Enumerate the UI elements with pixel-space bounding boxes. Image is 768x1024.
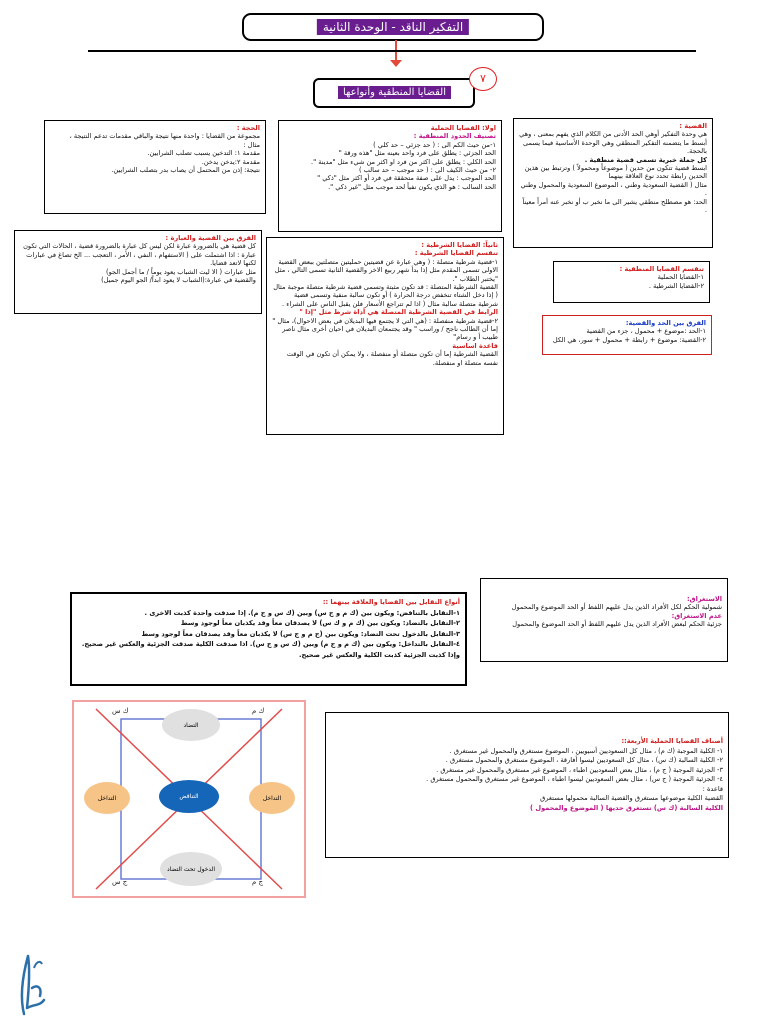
- qadiyya-ibara-example-2: والقضية في عبارة:(الشباب لا يعود ابداً/ الجو اليوم جميل): [101, 276, 256, 285]
- qadiyya-ibara-box: [14, 230, 262, 314]
- difference-heading: الفرق بين الحد والقضية:: [625, 319, 706, 327]
- taqabul-heading: أنواع التقابل بين القضايا والعلاقة بينهما ::: [322, 598, 460, 606]
- hamliya-heading: اولا: القضايا الحملية: [430, 124, 496, 132]
- shartiya-link: الرابط في القضية الشرطية المتصلة هي أداة شرط مثل "إذا ": [299, 308, 498, 317]
- qadiyya-ibara-heading: الفرق بين القضية والعبارة :: [165, 234, 256, 242]
- taqabul-box: [70, 592, 467, 686]
- had-definition: الحد: هو مصطلح منطقي يشير الى ما نخبر ب أو نخبر عنه أمراً معيناً .: [522, 197, 707, 215]
- section-title: القضايا المنطقية وأنواعها: [338, 86, 451, 99]
- corner-bottom-right: ج م: [252, 878, 264, 886]
- hamliya-line-4: ٢- من حيث الكيف الى : ( حد موجب – حد سالب ): [358, 166, 496, 175]
- asnaf-line-1: ١- الكلية الموجبة (ك م) ، مثال كل السعوديين أسيويين ، الموضوع مستغرق والمحمول غير مستغرق .: [449, 746, 723, 755]
- difference-line-2: ٢-القضية: موضوع + رابطة + محمول + سور، هي الكل: [552, 335, 706, 344]
- ellipse-dukhul: الدخول تحت التضاد: [160, 852, 222, 886]
- hujja-heading: الحجة :: [236, 124, 260, 132]
- page-number-badge: ٧: [469, 67, 497, 91]
- ellipse-tadakhul-right: التداخل: [249, 782, 295, 814]
- unit-title-box: [242, 13, 544, 41]
- shartiya-subheading: تنقسم القضايا الشرطية :: [414, 249, 498, 258]
- istighraq-definition: شمولية الحكم لكل الأفراد الذين يدل عليهم اللفظ أو الحد الموضوع والمحمول: [511, 603, 722, 612]
- divisions-box: [553, 261, 710, 303]
- qadiyya-ibara-text: كل قضية هي بالضرورة عبارة لكن ليس كل عبارة بالضرورة قضية ، الحالات التي تكون عبارة : اذا اشتملت على ( الاستفهام ، النفي ، الأمر ، التعجب ... الخ تصاغ في عبارات لكنها لاتعد قضايا.: [23, 242, 256, 268]
- hamliya-box: [278, 120, 502, 232]
- asnaf-rule-1: القضية الكلية موضوعها مستغرق والقضية السالبة محمولها مستغرق: [540, 794, 723, 802]
- difference-box: [542, 315, 712, 355]
- shartiya-muttasila: ١-قضية شرطية متصلة : ( وهي عبارة عن قضيتين حمليتين متصلتين ببعض القضية الاولى تسمى المقدم مثل إذا بدأ شهر ربيع الاخر والقضية الثانية تسمى التالي ، مثل "يختبر الطلاب ".: [274, 257, 498, 283]
- asnaf-rule-2: الكلية السالبة (ك س) تستغرق حديها ( الموضوع والمحمول ): [530, 803, 723, 812]
- arrow-down-icon: [390, 60, 402, 67]
- ellipse-tadad: التضاد: [162, 709, 220, 741]
- asnaf-rule-title: قاعدة :: [702, 784, 723, 793]
- hamliya-line-6: الحد السالب : هو الذي يكون نفياً لحد موجب مثل "غير ذكي ".: [328, 182, 496, 191]
- hamliya-line-2: الحد الجزئي : يطلق على فرد واحد بعينه مثل "هذه ورقة ": [338, 149, 496, 158]
- qadiyya-definition: هي وحدة التفكير أوهي الحد الأدنى من الكلام الذي يفهم بمعنى ، وهي أبسط ما يتضمنه التفكير المنطقي وهي الوحدة الأساسية فيما يسمى بالحجة.: [519, 130, 707, 156]
- corner-top-left: ك س: [112, 707, 129, 715]
- adam-istighraq-definition: جزئية الحكم لبعض الأفراد الذين يدل عليهم اللفظ أو الحد الموضوع والمحمول: [512, 620, 722, 629]
- asnaf-line-2: ٢- الكلية السالبة (ك س) ، مثال كل السعوديين ليسوا أفارقة ، الموضوع مستغرق والمحمول مستغرق .: [445, 756, 723, 764]
- corner-bottom-left: ج س: [112, 878, 128, 886]
- shartiya-rule-title: قاعدة اساسية: [452, 341, 498, 350]
- asnaf-heading: أصناف القضايا الحملية الأربعة::: [621, 737, 723, 745]
- hujja-premise-1: مقدمة ١: التدخين يسبب تصلب الشرايين.: [147, 149, 260, 158]
- shartiya-muttasila-types: القضية الشرطية المتصلة : قد تكون مثبتة وتسمى قضية شرطية متصلة موجبة مثال ( إذا دخل الشتاء تنخفض درجة الحرارة ) أو تكون سالبة منفية وتسمى قضية شرطية متصلة سالبة مثال ( اذا لم تتراجع الأسعار فلن يقبل الناس على الشراء .: [273, 283, 498, 308]
- taqabul-line-4: ٤-التقابل بالتداخل: ويكون بين (ك م و ج م) وبين (ك س و ج س). اذا صدقت الكلية صدقت الجزئية والعكس غير صحيح. وإذا كذبت الجزئية كذبت الكلية والعكس غير صحيح.: [81, 640, 460, 659]
- hujja-conclusion: نتيجة: إذن من المحتمل أن يصاب بدر بتصلب الشرايين.: [111, 166, 260, 175]
- shartiya-munfasila: ٢-قضية شرطية منفصلة : (هي التي لا يجتمع فيها البديلان في بعض الاحوال)، مثال " إما أن الطالب ناجح / وراسب " وقد يجتمعان البديلان في احيان أخرى مثال ناصر طبيب أ و رسام": [272, 316, 498, 342]
- taqabul-line-2: ٢-التقابل بالتضاد: ويكون بين (ك م و ك س) لا يصدقان معاً وقد يكذبان معاً لوجود وسط: [180, 619, 460, 627]
- istighraq-box: [480, 578, 728, 662]
- asnaf-box: [325, 712, 729, 858]
- signature-logo-icon: [14, 948, 54, 1018]
- header-divider: [88, 50, 696, 52]
- hujja-premise-2: مقدمة ٢:يدخن يدخن.: [201, 157, 260, 166]
- hamliya-subheading: تصنيف الحدود المنطقية :: [413, 132, 496, 141]
- qadiyya-structure: ابسط قضية تتكون من حدين ( موضوعاً ومحمولاً ) وترتبط بين هذين الحدين رابطة تحدد نوع العلاقة بينهما: [524, 164, 707, 181]
- unit-title: التفكير الناقد - الوحدة الثانية: [317, 19, 469, 35]
- asnaf-line-4: ٤- الجزئية الموجبة ( ج س) ، مثال بعض السعوديين ليسوا اطباء ، الموضوع غير مستغرق والمحمول مستغرق .: [426, 775, 723, 783]
- taqabul-line-1: ١-التقابل بالتناقض: ويكون بين (ك م و ج س) وبين (ك س و ج م). إذا صدقت واحدة كذبت الاخرى .: [144, 608, 460, 617]
- hujja-definition: مجموعة من القضايا : واحدة منها نتيجة والباقي مقدمات تدعم النتيجة ،: [69, 132, 260, 141]
- hujja-box: [44, 120, 266, 214]
- shartiya-heading: ثانياً: القضايا الشرطية :: [421, 241, 498, 249]
- ellipse-tanaqud: التناقض: [159, 780, 219, 813]
- qadiyya-ibara-example-1: مثل عبارات ( الا ليت الشباب يعود يوماً / ما أجمل الجو): [106, 267, 256, 276]
- hamliya-line-1: ١-من حيث الكم الى : ( حد جزئي – حد كلي ): [373, 140, 496, 149]
- qadiyya-example: مثال ( القضية السعودية وطني ، الموضوع السعودية والمحمول وطني .: [520, 180, 707, 198]
- divisions-heading: تنقسم القضايا المنطقية :: [619, 265, 704, 273]
- asnaf-line-3: ٣- الجزئية الموجبة ( ج م) ، مثال بعض السعوديين اطباء ، الموضوع غير مستغرق والمحمول غير مستغرق .: [436, 765, 723, 774]
- hujja-example-label: مثال :: [243, 140, 260, 149]
- istighraq-heading: الاستغراق:: [687, 595, 722, 603]
- qadiyya-heading: القضية :: [679, 122, 707, 130]
- taqabul-line-3: ٣-التقابل بالدخول تحت التضاد: ويكون بين (ج م و ج س) لا يكذبان معاً وقد يصدقان معاً لوجود وسط: [141, 629, 460, 638]
- hamliya-line-3: الحد الكلي : يطلق على اكثر من فرد او اكثر من شيء مثل "مدينة ".: [310, 157, 496, 166]
- square-of-opposition: [72, 700, 306, 898]
- hamliya-line-5: الحد الموجب : يدل على صفة متحققة في فرد أو اكثر مثل "ذكي ": [317, 174, 496, 183]
- qadiyya-rule: كل جملة خبرية تسمى قضية منطقية .: [584, 155, 707, 164]
- section-title-box: [313, 78, 475, 108]
- shartiya-box: [266, 237, 504, 435]
- division-item-2: ٢-القضايا الشرطية .: [648, 281, 704, 290]
- shartiya-rule-text: القضية الشرطية إما أن تكون متصلة أو منفصلة ، ولا يمكن أن تكون في الوقت نفسه متصلة او منفصلة.: [286, 350, 498, 367]
- division-item-1: ١-القضايا الحملية: [657, 273, 704, 282]
- corner-top-right: ك م: [252, 707, 265, 715]
- qadiyya-box: [513, 118, 713, 248]
- difference-line-1: ١-الحد :موضوع + محمول ، جزء من القضية: [586, 327, 706, 336]
- adam-istighraq-heading: عدم الاستغراق:: [671, 611, 722, 620]
- ellipse-tadakhul-left: التداخل: [84, 782, 130, 814]
